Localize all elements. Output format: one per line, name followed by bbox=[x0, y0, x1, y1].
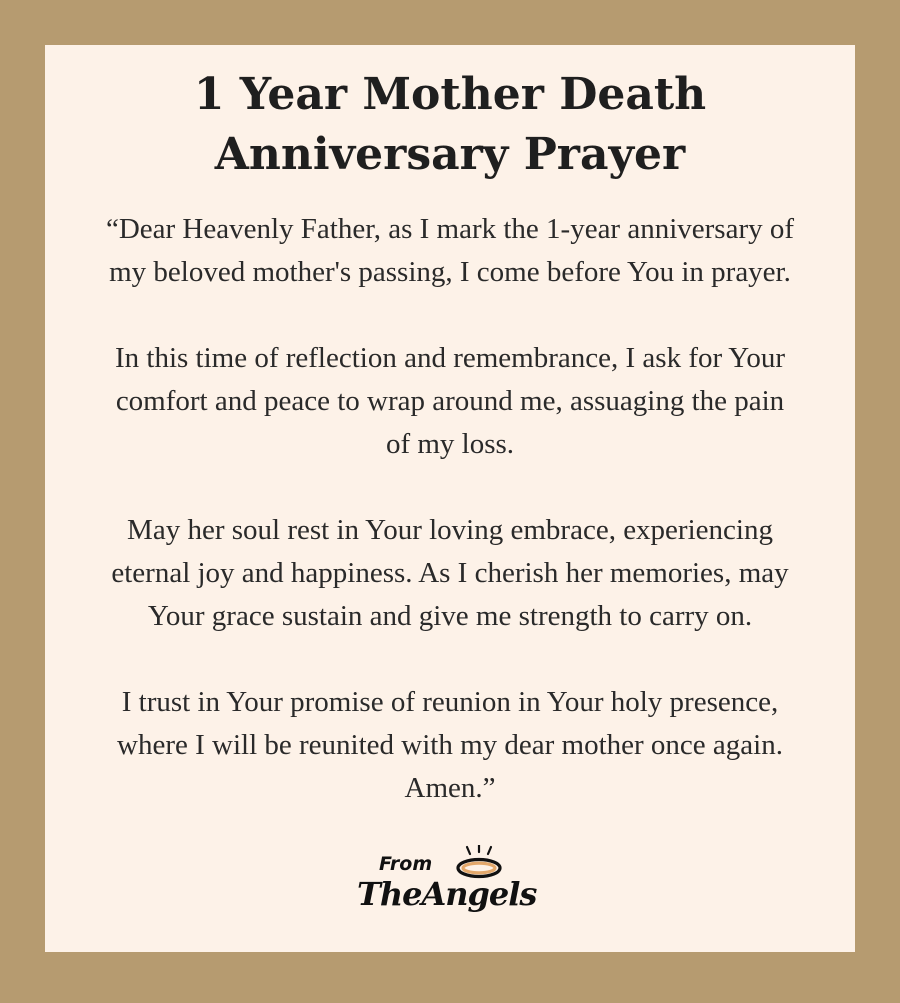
prayer-paragraph-2 bbox=[65, 337, 835, 466]
prayer-text bbox=[65, 208, 835, 853]
prayer-line: May her soul rest in Your loving embrace, experiencing bbox=[127, 514, 773, 546]
title-line-1: 1 Year Mother Death bbox=[193, 69, 707, 120]
prayer-line: eternal joy and happiness. As I cherish her memories, may bbox=[111, 557, 789, 589]
prayer-paragraph-1 bbox=[65, 208, 835, 294]
prayer-line: of my loss. bbox=[385, 428, 515, 460]
logo-name-text: TheAngels bbox=[357, 875, 537, 913]
prayer-line: where I will be reunited with my dear mother once again. bbox=[117, 729, 783, 761]
prayer-line: comfort and peace to wrap around me, assuaging the pain bbox=[115, 385, 785, 417]
prayer-card bbox=[45, 45, 855, 952]
prayer-line: “Dear Heavenly Father, as I mark the 1-year anniversary of bbox=[105, 213, 795, 245]
prayer-paragraph-3 bbox=[65, 509, 835, 638]
prayer-line: I trust in Your promise of reunion in Your holy presence, bbox=[121, 686, 779, 718]
prayer-line: my beloved mother's passing, I come before You in prayer. bbox=[109, 256, 791, 288]
prayer-line: In this time of reflection and remembrance, I ask for Your bbox=[114, 342, 786, 374]
logo-from-text: From bbox=[379, 853, 433, 875]
from-the-angels-logo bbox=[357, 845, 547, 925]
title-line-2: Anniversary Prayer bbox=[214, 129, 686, 180]
prayer-line: Your grace sustain and give me strength to carry on. bbox=[147, 600, 753, 632]
prayer-paragraph-4 bbox=[65, 681, 835, 810]
prayer-line: Amen.” bbox=[404, 772, 496, 804]
page-title bbox=[45, 65, 855, 185]
